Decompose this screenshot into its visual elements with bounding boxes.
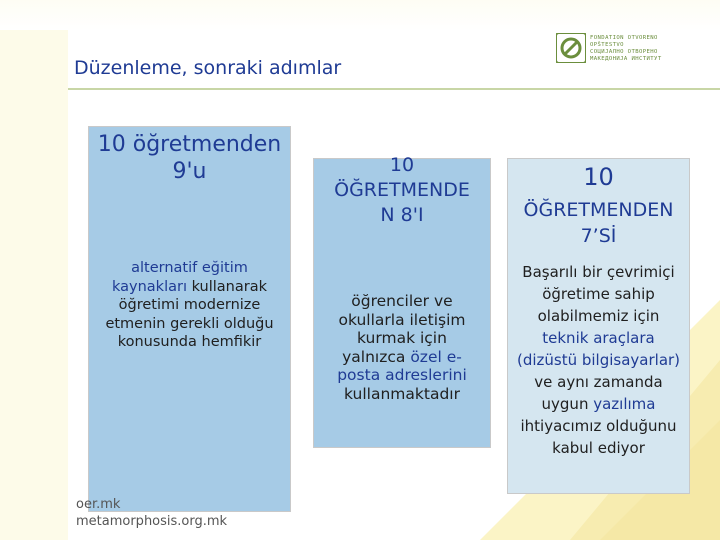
slide-title: Düzenleme, sonraki adımlar — [74, 57, 342, 79]
title-divider — [68, 88, 720, 90]
foundation-logo-text: FONDATION OTVORENO OPŠTESTVO СОЦИЈАЛНО ОТВОРЕНО МАКЕДОНИЈА ИНСТИТУТ — [590, 35, 662, 62]
foundation-logo-icon — [556, 33, 586, 63]
stat-description: Başarılı bir çevrimiçi öğretime sahip olabilmemiz için teknik araçlara (dizüstü bilgisayarlar) ve aynı zamanda uygun yazılıma ihtiyacımız olduğunu kabul ediyor — [516, 263, 681, 457]
stat-description: alternatif eğitim kaynakları kullanarak öğretimi modernize etmenin gerekli olduğu konusunda hemfikir — [105, 260, 274, 350]
left-decor-strip — [0, 0, 68, 540]
footer-url-oer: oer.mk — [76, 497, 121, 512]
stat-heading-number: 10 — [583, 163, 614, 191]
stat-heading: 10 ÖĞRETMENDE N 8'I — [334, 154, 470, 226]
stat-box-modernize — [88, 126, 291, 512]
stat-description: öğrenciler ve okullarla iletişim kurmak için yalnızca özel e-posta adreslerini kullanmaktadır — [337, 292, 467, 403]
stat-heading: 10 öğretmenden 9'u — [97, 132, 282, 184]
footer-url-metamorphosis: metamorphosis.org.mk — [76, 514, 228, 529]
stat-heading: ÖĞRETMENDEN 7’Sİ — [523, 199, 674, 247]
stat-box-tools — [507, 158, 690, 494]
top-decor-band — [0, 0, 720, 30]
stat-box-email — [313, 154, 491, 448]
foundation-logo — [556, 33, 680, 65]
footer-links — [76, 496, 227, 530]
